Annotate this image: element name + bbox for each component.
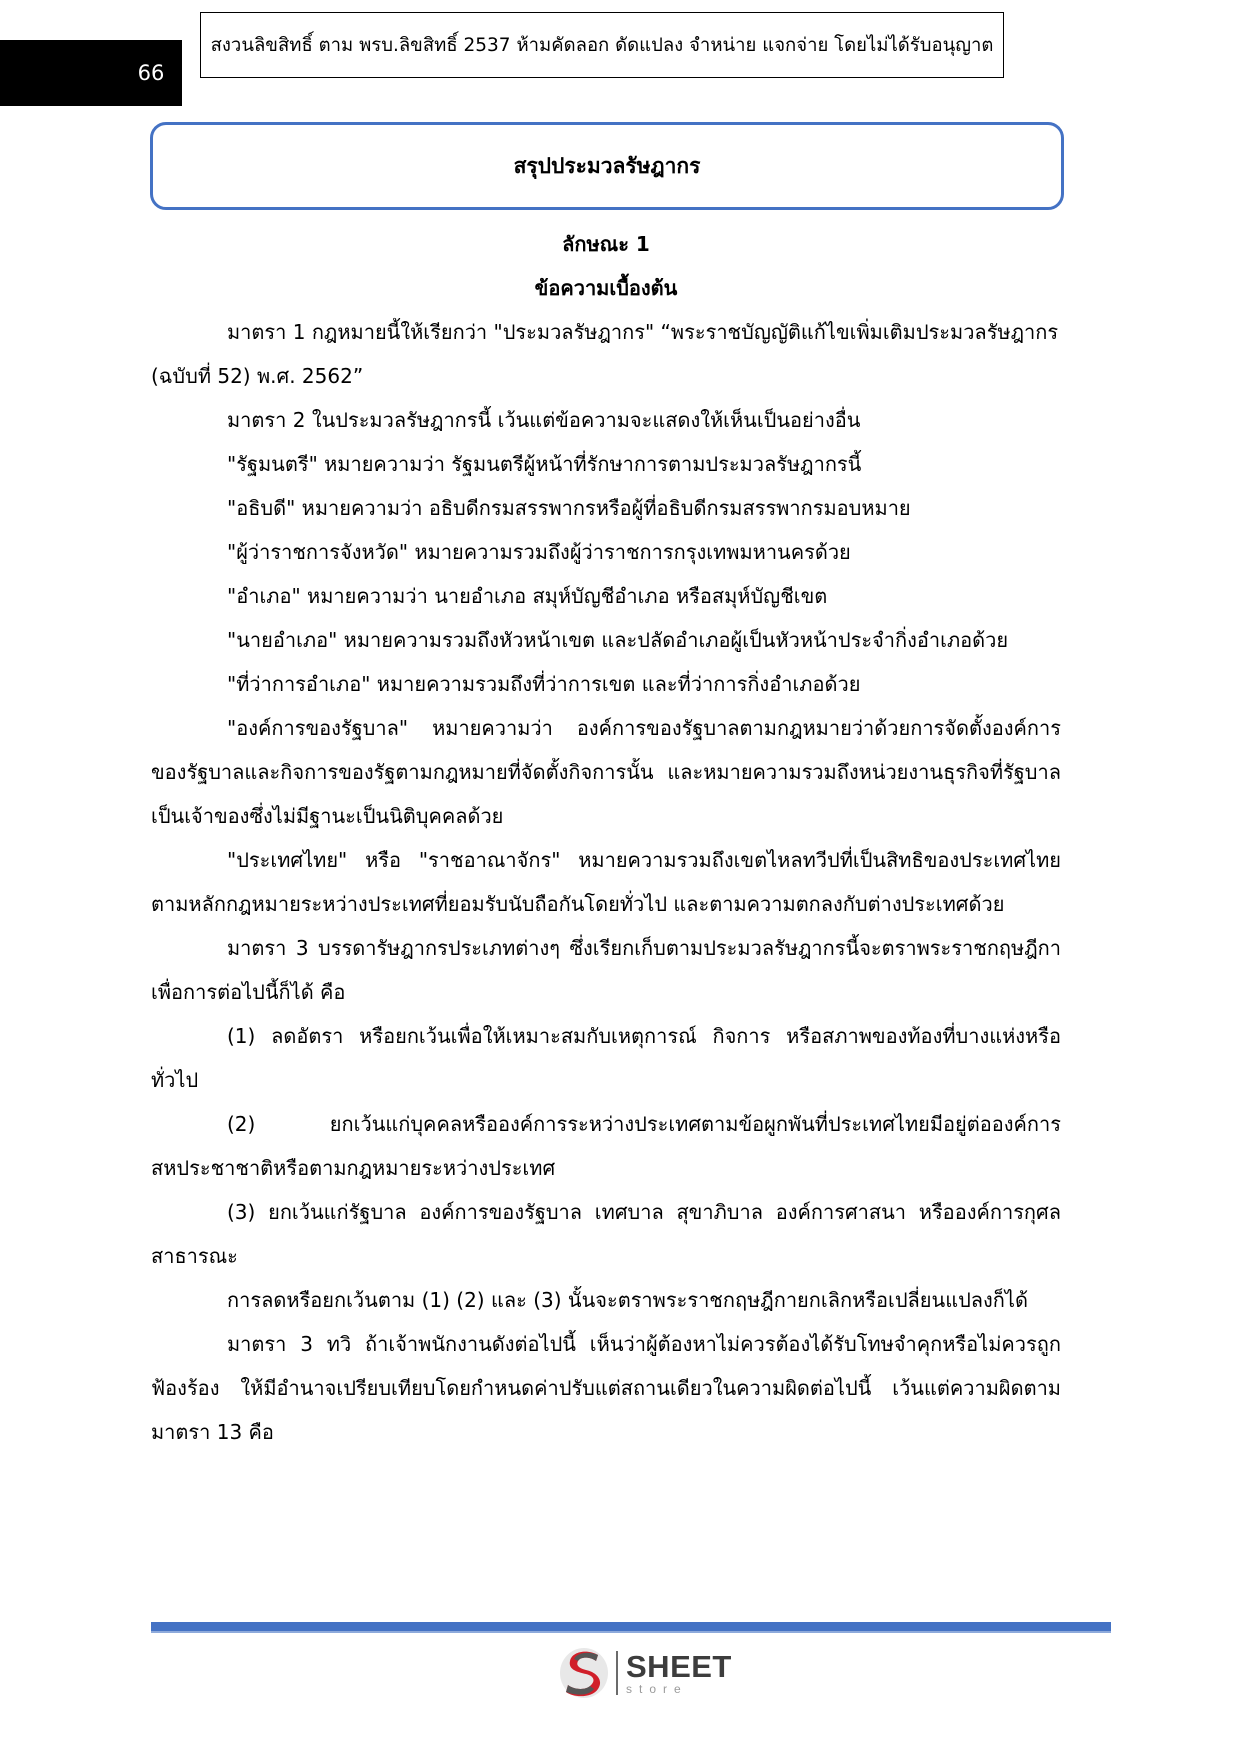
- title-box: [150, 122, 1064, 210]
- definition-government-organization: "องค์การของรัฐบาล" หมายความว่า องค์การของรัฐบาลตามกฎหมายว่าด้วยการจัดตั้งองค์การของรัฐบาลและกิจการของรัฐตามกฎหมายที่จัดตั้งกิจการนั้น และหมายความรวมถึงหน่วยงานธุรกิจที่รัฐบาลเป็นเจ้าของซึ่งไม่มีฐานะเป็นนิติบุคคลด้วย: [151, 716, 1061, 828]
- paragraph-section-3: มาตรา 3 บรรดารัษฎากรประเภทต่างๆ ซึ่งเรียกเก็บตามประมวลรัษฎากรนี้จะตราพระราชกฤษฎีกาเพื่อการต่อไปนี้ก็ได้ คือ: [151, 936, 1061, 1004]
- logo-subtext: store: [626, 1682, 688, 1696]
- paragraph-section-1: มาตรา 1 กฎหมายนี้ให้เรียกว่า "ประมวลรัษฎากร" “พระราชบัญญัติแก้ไขเพิ่มเติมประมวลรัษฎากร: [227, 320, 1059, 344]
- chapter-label: ลักษณะ 1: [562, 232, 650, 256]
- copyright-notice: สงวนลิขสิทธิ์ ตาม พรบ.ลิขสิทธิ์ 2537 ห้ามคัดลอก ดัดแปลง จำหน่าย แจกจ่าย โดยไม่ได้รับอนุญาต: [210, 34, 994, 56]
- paragraph-section-1-continued: (ฉบับที่ 52) พ.ศ. 2562”: [151, 364, 364, 388]
- footer-divider: [151, 1622, 1111, 1631]
- document-body: [151, 222, 1061, 1454]
- definition-minister: "รัฐมนตรี" หมายความว่า รัฐมนตรีผู้หน้าที่รักษาการตามประมวลรัษฎากรนี้: [227, 452, 862, 476]
- logo-separator: [616, 1651, 618, 1695]
- definition-district-office: "ที่ว่าการอำเภอ" หมายความรวมถึงที่ว่าการเขต และที่ว่าการกิ่งอำเภอด้วย: [227, 672, 861, 696]
- paragraph-section-3-bis: มาตรา 3 ทวิ ถ้าเจ้าพนักงานดังต่อไปนี้ เห็นว่าผู้ต้องหาไม่ควรต้องได้รับโทษจำคุกหรือไม่ควรถูกฟ้องร้อง ให้มีอำนาจเปรียบเทียบโดยกำหนดค่าปรับแต่สถานเดียวในความผิดต่อไปนี้ เว้นแต่ความผิดตามมาตรา 13 คือ: [151, 1332, 1061, 1444]
- definition-governor: "ผู้ว่าราชการจังหวัด" หมายความรวมถึงผู้ว่าราชการกรุงเทพมหานครด้วย: [227, 540, 851, 564]
- definition-amphoe: "อำเภอ" หมายความว่า นายอำเภอ สมุห์บัญชีอำเภอ หรือสมุห์บัญชีเขต: [227, 584, 828, 608]
- list-item-2: (2) ยกเว้นแก่บุคคลหรือองค์การระหว่างประเทศตามข้อผูกพันที่ประเทศไทยมีอยู่ต่อองค์การสหประชาชาติหรือตามกฎหมายระหว่างประเทศ: [151, 1112, 1061, 1180]
- copyright-notice-box: [200, 12, 1004, 78]
- paragraph-reduction-note: การลดหรือยกเว้นตาม (1) (2) และ (3) นั้นจะตราพระราชกฤษฎีกายกเลิกหรือเปลี่ยนแปลงก็ได้: [227, 1288, 1028, 1312]
- page-number: 66: [137, 61, 165, 85]
- sheet-store-logo: [558, 1645, 732, 1701]
- sheet-store-s-logo-icon: [558, 1645, 610, 1701]
- definition-thailand: "ประเทศไทย" หรือ "ราชอาณาจักร" หมายความรวมถึงเขตไหลทวีปที่เป็นสิทธิของประเทศไทยตามหลักกฎหมายระหว่างประเทศที่ยอมรับนับถือกันโดยทั่วไป และตามความตกลงกับต่างประเทศด้วย: [151, 848, 1061, 916]
- logo-text: [626, 1651, 732, 1695]
- footer-divider-shadow: [151, 1631, 1111, 1633]
- paragraph-section-2: มาตรา 2 ในประมวลรัษฎากรนี้ เว้นแต่ข้อความจะแสดงให้เห็นเป็นอย่างอื่น: [227, 408, 861, 432]
- definition-director-general: "อธิบดี" หมายความว่า อธิบดีกรมสรรพากรหรือผู้ที่อธิบดีกรมสรรพากรมอบหมาย: [227, 496, 911, 520]
- definition-district-chief: "นายอำเภอ" หมายความรวมถึงหัวหน้าเขต และปลัดอำเภอผู้เป็นหัวหน้าประจำกิ่งอำเภอด้วย: [227, 628, 1009, 652]
- logo-word: SHEET: [626, 1649, 732, 1684]
- chapter-name: ข้อความเบื้องต้น: [534, 276, 678, 300]
- page-number-tab: [0, 40, 182, 106]
- list-item-3: (3) ยกเว้นแก่รัฐบาล องค์การของรัฐบาล เทศบาล สุขาภิบาล องค์การศาสนา หรือองค์การกุศลสาธารณะ: [151, 1200, 1061, 1268]
- list-item-1: (1) ลดอัตรา หรือยกเว้นเพื่อให้เหมาะสมกับเหตุการณ์ กิจการ หรือสภาพของท้องที่บางแห่งหรือทั่วไป: [151, 1024, 1061, 1092]
- page-title: สรุปประมวลรัษฎากร: [513, 153, 701, 178]
